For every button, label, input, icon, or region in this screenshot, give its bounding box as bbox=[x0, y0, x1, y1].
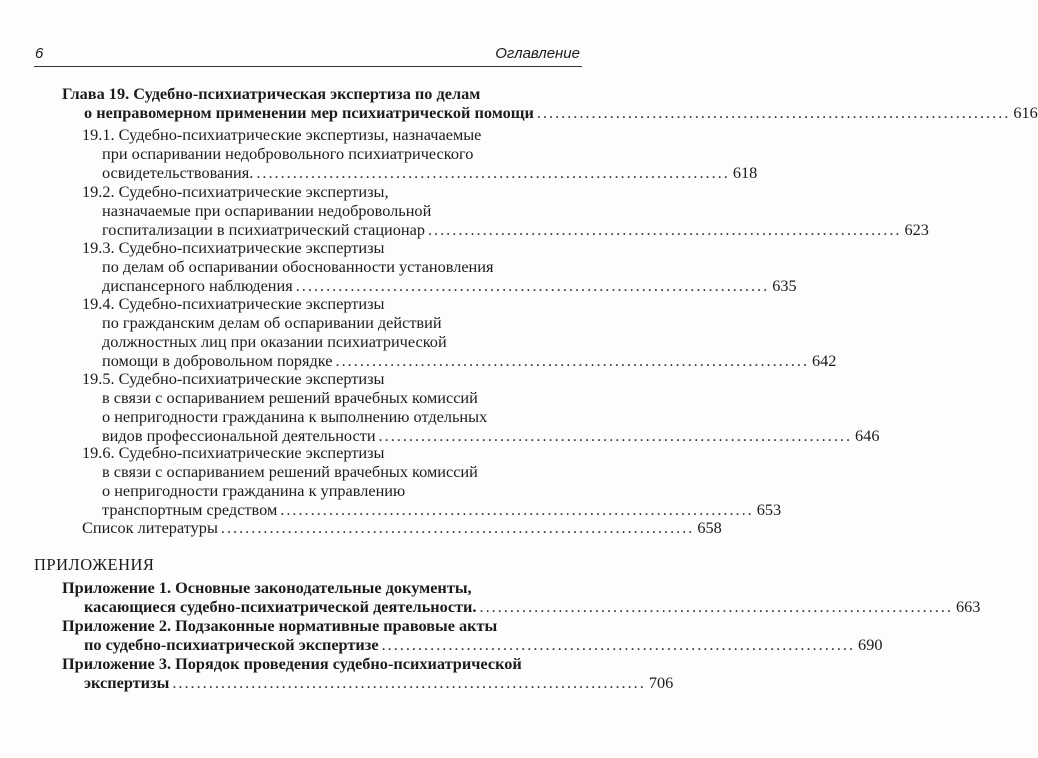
toc-references[interactable] bbox=[82, 518, 722, 537]
toc-section-19-1[interactable] bbox=[82, 125, 758, 182]
toc-section-19-4[interactable] bbox=[82, 294, 837, 370]
toc-appendix-2[interactable] bbox=[62, 616, 883, 654]
dot-leader: .............................................................................. bbox=[172, 673, 646, 692]
toc-page-number: 635 bbox=[772, 276, 797, 295]
toc-page-number: 616 bbox=[1013, 103, 1038, 122]
appendices-heading: ПРИЛОЖЕНИЯ bbox=[34, 555, 155, 574]
toc-line: 19.5. Судебно-психиатрические экспертизы bbox=[82, 369, 385, 388]
toc-line: по гражданским делам об оспаривании действий bbox=[102, 313, 442, 332]
toc-line: назначаемые при оспаривании недобровольной bbox=[102, 201, 432, 220]
toc-appendix-1[interactable] bbox=[62, 578, 981, 616]
toc-line: по делам об оспаривании обоснованности установления bbox=[102, 257, 494, 276]
toc-page-number: 623 bbox=[904, 220, 929, 239]
toc-line: транспортным средством bbox=[102, 500, 278, 519]
toc-section-19-6[interactable] bbox=[82, 443, 782, 519]
toc-line: освидетельствования. bbox=[102, 163, 254, 182]
toc-section-19-5[interactable] bbox=[82, 369, 880, 445]
toc-line: 19.3. Судебно-психиатрические экспертизы bbox=[82, 238, 385, 257]
toc-line: госпитализации в психиатрический стационар bbox=[102, 220, 425, 239]
toc-line: при оспаривании недобровольного психиатрического bbox=[102, 144, 474, 163]
toc-page-number: 618 bbox=[732, 163, 758, 182]
toc-line: Приложение 3. Порядок проведения судебно-психиатрической bbox=[62, 654, 522, 673]
page-header bbox=[34, 42, 582, 67]
dot-leader: .............................................................................. bbox=[295, 276, 770, 295]
toc-line: в связи с оспариванием решений врачебных комиссий bbox=[102, 388, 478, 407]
toc-page-number: 646 bbox=[855, 426, 880, 445]
toc-appendix-3[interactable] bbox=[62, 654, 674, 692]
toc-page-number: 663 bbox=[955, 597, 981, 616]
toc-page-number: 653 bbox=[756, 500, 782, 519]
toc-line: Список литературы bbox=[82, 518, 218, 537]
dot-leader: .............................................................................. bbox=[536, 103, 1011, 122]
dot-leader: .............................................................................. bbox=[220, 518, 695, 537]
toc-line: о непригодности гражданина к выполнению отдельных bbox=[102, 407, 488, 426]
toc-line: 19.2. Судебно-психиатрические экспертизы, bbox=[82, 182, 389, 201]
dot-leader: .............................................................................. bbox=[280, 500, 754, 519]
toc-line: диспансерного наблюдения bbox=[102, 276, 293, 295]
toc-page-number: 658 bbox=[697, 518, 722, 537]
toc-line: Глава 19. Судебно-психиатрическая экспертиза по делам bbox=[62, 84, 481, 103]
toc-page-number: 690 bbox=[858, 635, 883, 654]
toc-line: 19.1. Судебно-психиатрические экспертизы, назначаемые bbox=[82, 125, 482, 144]
toc-line: о неправомерном применении мер психиатрической помощи bbox=[84, 103, 534, 122]
toc-section-19-2[interactable] bbox=[82, 182, 929, 239]
dot-leader: .............................................................................. bbox=[381, 635, 856, 654]
toc-page-number: 642 bbox=[812, 351, 837, 370]
toc-line: Приложение 2. Подзаконные нормативные правовые акты bbox=[62, 616, 498, 635]
page-number: 6 bbox=[35, 45, 44, 62]
dot-leader: .............................................................................. bbox=[335, 351, 810, 370]
toc-line: 19.6. Судебно-психиатрические экспертизы bbox=[82, 443, 385, 462]
toc-line: касающиеся судебно-психиатрической деятельности. bbox=[84, 597, 477, 616]
running-title: Оглавление bbox=[495, 45, 580, 62]
dot-leader: .............................................................................. bbox=[378, 426, 853, 445]
toc-line: видов профессиональной деятельности bbox=[102, 426, 376, 445]
dot-leader: .............................................................................. bbox=[427, 220, 902, 239]
toc-line: в связи с оспариванием решений врачебных комиссий bbox=[102, 462, 478, 481]
toc-line: помощи в добровольном порядке bbox=[102, 351, 333, 370]
toc-line: экспертизы bbox=[84, 673, 170, 692]
dot-leader: .............................................................................. bbox=[256, 163, 730, 182]
toc-line: Приложение 1. Основные законодательные документы, bbox=[62, 578, 472, 597]
toc-line: по судебно-психиатрической экспертизе bbox=[84, 635, 379, 654]
toc-section-19-3[interactable] bbox=[82, 238, 797, 295]
toc-line: 19.4. Судебно-психиатрические экспертизы bbox=[82, 294, 385, 313]
dot-leader: .............................................................................. bbox=[479, 597, 953, 616]
toc-page-number: 706 bbox=[648, 673, 674, 692]
toc-chapter-19[interactable] bbox=[62, 84, 1038, 122]
toc-line: должностных лиц при оказании психиатрической bbox=[102, 332, 447, 351]
toc-line: о непригодности гражданина к управлению bbox=[102, 481, 406, 500]
